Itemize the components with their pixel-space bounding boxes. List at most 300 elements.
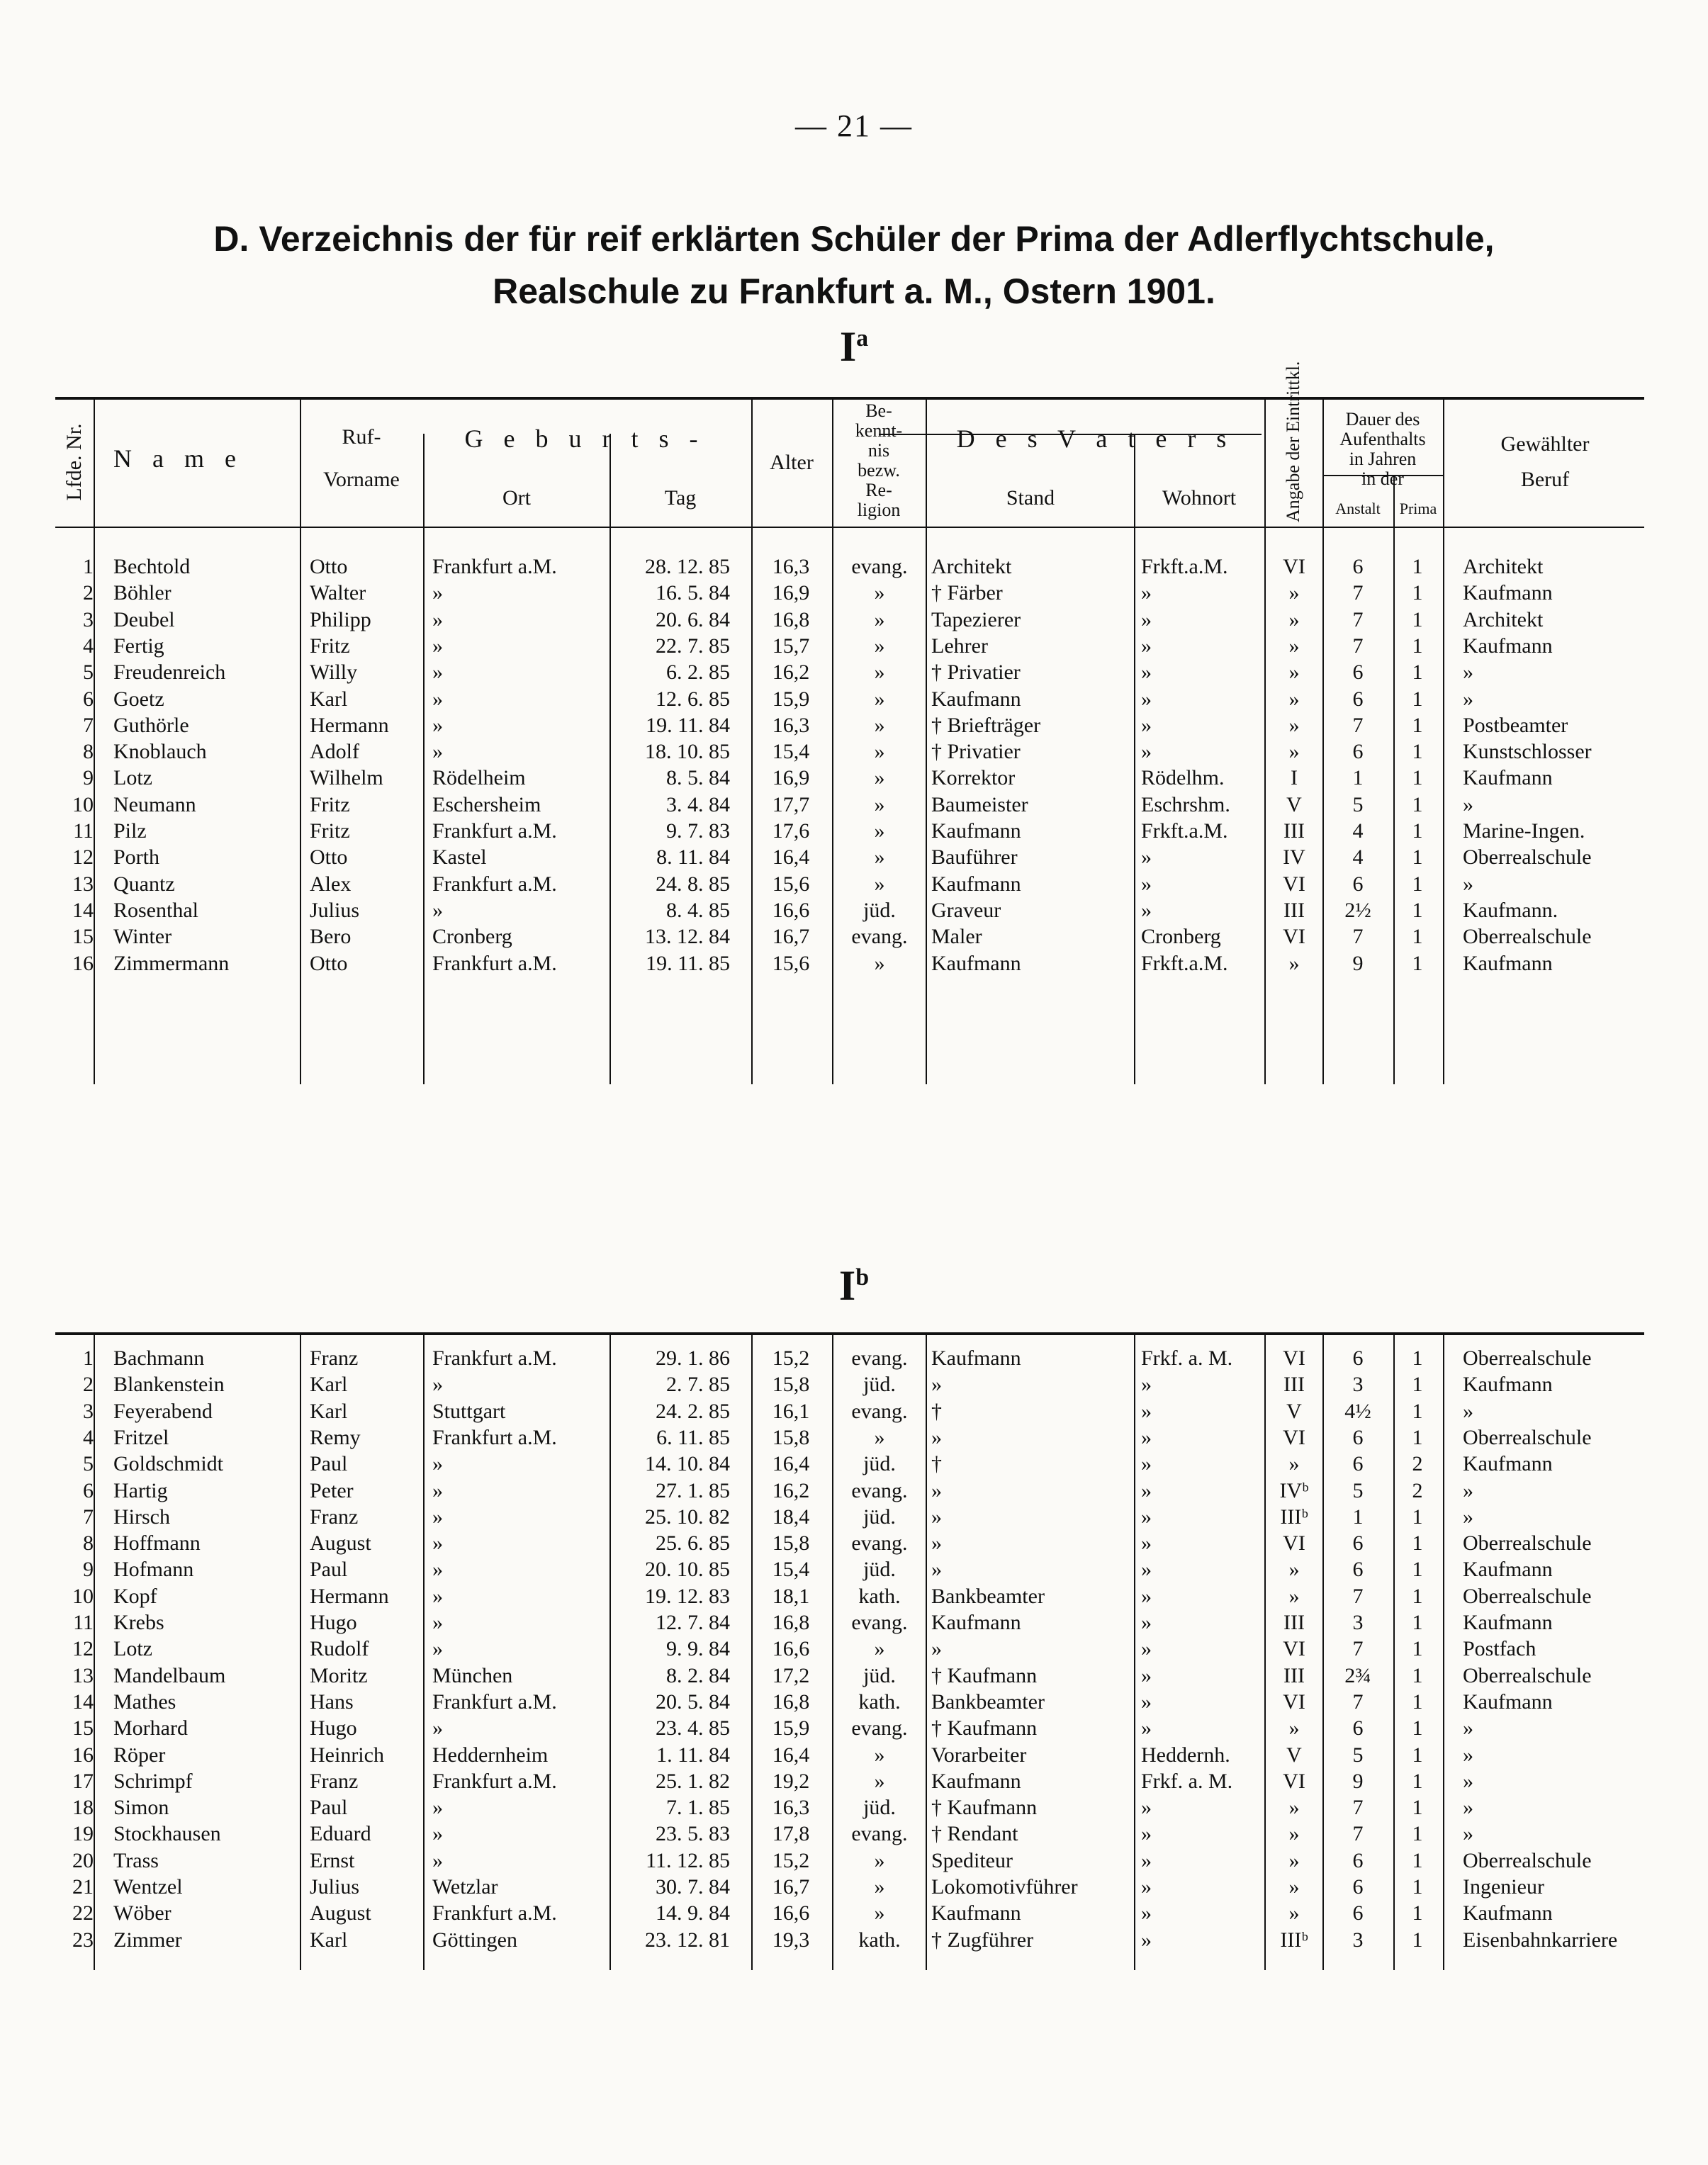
religion: evang. xyxy=(851,1531,908,1556)
entry-class: » xyxy=(1288,634,1300,658)
father-residence: » xyxy=(1141,1689,1152,1714)
entry-class: III xyxy=(1283,1663,1305,1687)
entry-class: VI xyxy=(1283,872,1305,896)
years-prima: 1 xyxy=(1412,819,1423,843)
age: 15,9 xyxy=(772,1716,810,1741)
header-religion-4: bezw. xyxy=(858,460,900,480)
entry-class: » xyxy=(1288,1822,1300,1846)
birth-place: » xyxy=(432,1505,443,1529)
birth-place: » xyxy=(432,1584,443,1608)
birth-place: » xyxy=(432,898,443,922)
entry-class: I xyxy=(1291,766,1298,790)
first-name: Paul xyxy=(310,1796,348,1820)
father-residence: Rödelhm. xyxy=(1141,766,1225,790)
father-residence: » xyxy=(1141,872,1152,896)
years-school: 7 xyxy=(1352,925,1364,949)
age: 16,8 xyxy=(772,1611,810,1634)
religion: evang. xyxy=(851,1478,908,1502)
student-name: Neumann xyxy=(113,792,196,816)
age: 17,8 xyxy=(772,1822,810,1846)
religion: kath. xyxy=(858,1584,901,1608)
table-row xyxy=(0,872,1708,899)
entry-class: » xyxy=(1288,1716,1300,1741)
table-a-top-rule xyxy=(55,397,1644,400)
age: 16,6 xyxy=(772,898,810,922)
table-row xyxy=(0,740,1708,767)
row-number: 17 xyxy=(72,1769,94,1793)
age: 15,8 xyxy=(772,1531,810,1556)
chosen-profession: Kaufmann xyxy=(1463,1452,1553,1476)
father-occupation: » xyxy=(931,1637,942,1661)
row-number: 10 xyxy=(72,1584,94,1608)
row-number: 16 xyxy=(72,1743,94,1767)
table-row xyxy=(0,1664,1708,1691)
entry-class: » xyxy=(1288,607,1300,631)
row-number: 3 xyxy=(83,607,94,631)
first-name: Adolf xyxy=(310,740,359,764)
birth-date: 23. 4. 85 xyxy=(656,1716,730,1741)
row-number: 18 xyxy=(72,1796,94,1820)
entry-class: VI xyxy=(1283,555,1305,578)
chosen-profession: Eisenbahnkarriere xyxy=(1463,1928,1618,1952)
father-occupation: » xyxy=(931,1425,942,1449)
father-residence: Heddernh. xyxy=(1141,1743,1230,1767)
birth-place: » xyxy=(432,1531,443,1556)
first-name: Ernst xyxy=(310,1848,355,1872)
age: 15,7 xyxy=(772,634,810,658)
first-name: Fritz xyxy=(310,792,350,816)
student-name: Winter xyxy=(113,925,172,949)
entry-class: » xyxy=(1288,740,1300,764)
birth-date: 27. 1. 85 xyxy=(656,1478,730,1502)
first-name: Franz xyxy=(310,1346,359,1370)
birth-date: 25. 10. 82 xyxy=(645,1505,730,1529)
birth-date: 9. 9. 84 xyxy=(666,1637,730,1661)
row-number: 11 xyxy=(73,819,94,843)
birth-date: 19. 11. 84 xyxy=(646,713,730,737)
header-stand: Stand xyxy=(1006,486,1055,510)
entry-class: III xyxy=(1283,1611,1305,1634)
years-school: 6 xyxy=(1352,740,1364,764)
entry-class: III xyxy=(1283,898,1305,922)
birth-place: Frankfurt a.M. xyxy=(432,951,557,975)
birth-place: Heddernheim xyxy=(432,1743,549,1767)
entry-class: » xyxy=(1288,660,1300,685)
table-row xyxy=(0,1875,1708,1902)
student-name: Stockhausen xyxy=(113,1822,221,1846)
row-number: 15 xyxy=(72,1716,94,1741)
first-name: Hermann xyxy=(310,713,389,737)
student-name: Rosenthal xyxy=(113,898,198,922)
student-name: Pilz xyxy=(113,819,147,843)
years-school: 2½ xyxy=(1344,898,1371,922)
header-anstalt: Anstalt xyxy=(1335,500,1381,517)
birth-date: 2. 7. 85 xyxy=(666,1373,730,1397)
birth-date: 29. 1. 86 xyxy=(656,1346,730,1370)
father-residence: Frkft.a.M. xyxy=(1141,819,1228,843)
years-prima: 1 xyxy=(1412,792,1423,816)
first-name: Wilhelm xyxy=(310,766,383,790)
age: 16,7 xyxy=(772,1875,810,1899)
years-school: 6 xyxy=(1352,1875,1364,1899)
header-name: N a m e xyxy=(113,444,243,473)
entry-class: VI xyxy=(1283,1769,1305,1793)
first-name: Bero xyxy=(310,925,352,949)
table-row xyxy=(0,1531,1708,1558)
student-name: Kopf xyxy=(113,1584,157,1608)
student-name: Deubel xyxy=(113,607,175,631)
entry-class: IVᵇ xyxy=(1279,1478,1309,1502)
table-row xyxy=(0,687,1708,714)
header-religion xyxy=(833,401,924,520)
section-b-heading xyxy=(0,1261,1708,1310)
years-prima: 1 xyxy=(1412,1425,1423,1449)
years-school: 7 xyxy=(1352,1637,1364,1661)
student-name: Mandelbaum xyxy=(113,1663,226,1687)
religion: evang. xyxy=(851,1822,908,1846)
chosen-profession: » xyxy=(1463,792,1473,816)
header-nr: Lfde. Nr. xyxy=(62,423,86,501)
years-school: 5 xyxy=(1352,1478,1364,1502)
birth-date: 24. 2. 85 xyxy=(656,1399,730,1423)
father-residence: » xyxy=(1141,1505,1152,1529)
years-prima: 1 xyxy=(1412,607,1423,631)
age: 15,2 xyxy=(772,1848,810,1872)
birth-place: Frankfurt a.M. xyxy=(432,819,557,843)
header-rufvorname-1: Ruf- xyxy=(342,425,381,449)
religion: » xyxy=(874,1769,885,1793)
chosen-profession: Oberrealschule xyxy=(1463,1663,1592,1687)
table-row xyxy=(0,766,1708,793)
father-residence: » xyxy=(1141,1478,1152,1502)
father-occupation: Baumeister xyxy=(931,792,1028,816)
years-prima: 1 xyxy=(1412,1743,1423,1767)
header-alter: Alter xyxy=(770,451,814,474)
age: 17,7 xyxy=(772,792,810,816)
chosen-profession: Kaufmann xyxy=(1463,634,1553,658)
birth-place: » xyxy=(432,634,443,658)
chosen-profession: Kaufmann xyxy=(1463,1611,1553,1634)
row-number: 1 xyxy=(83,555,94,578)
father-residence: Frkf. a. M. xyxy=(1141,1346,1233,1370)
first-name: August xyxy=(310,1901,371,1925)
birth-place: Frankfurt a.M. xyxy=(432,1346,557,1370)
birth-place: » xyxy=(432,687,443,711)
years-school: 6 xyxy=(1352,555,1364,578)
table-row xyxy=(0,1558,1708,1585)
first-name: Paul xyxy=(310,1558,348,1582)
table-a-header-rule xyxy=(55,527,1644,528)
religion: » xyxy=(874,845,885,870)
entry-class: IV xyxy=(1283,845,1305,870)
years-school: 7 xyxy=(1352,1796,1364,1820)
first-name: Moritz xyxy=(310,1663,368,1687)
birth-place: Cronberg xyxy=(432,925,512,949)
years-prima: 2 xyxy=(1412,1478,1423,1502)
father-occupation: Maler xyxy=(931,925,982,949)
birth-place: » xyxy=(432,1452,443,1476)
age: 16,9 xyxy=(772,766,810,790)
religion: » xyxy=(874,872,885,896)
student-name: Morhard xyxy=(113,1716,188,1741)
birth-place: München xyxy=(432,1663,513,1687)
years-school: 7 xyxy=(1352,1822,1364,1846)
age: 17,6 xyxy=(772,819,810,843)
chosen-profession: » xyxy=(1463,1505,1473,1529)
father-residence: » xyxy=(1141,660,1152,685)
entry-class: » xyxy=(1288,1875,1300,1899)
chosen-profession: Kunstschlosser xyxy=(1463,740,1592,764)
chosen-profession: Kaufmann xyxy=(1463,1373,1553,1397)
religion: jüd. xyxy=(863,1796,896,1820)
years-school: 3 xyxy=(1352,1373,1364,1397)
age: 16,3 xyxy=(772,555,810,578)
years-prima: 1 xyxy=(1412,713,1423,737)
age: 15,8 xyxy=(772,1425,810,1449)
birth-place: Göttingen xyxy=(432,1928,517,1952)
student-name: Trass xyxy=(113,1848,159,1872)
chosen-profession: » xyxy=(1463,687,1473,711)
years-school: 7 xyxy=(1352,581,1364,605)
table-row xyxy=(0,1637,1708,1664)
chosen-profession: » xyxy=(1463,660,1473,685)
age: 19,3 xyxy=(772,1928,810,1952)
row-number: 9 xyxy=(83,1558,94,1582)
student-name: Porth xyxy=(113,845,160,870)
title-line-2: Realschule zu Frankfurt a. M., Ostern 1901. xyxy=(493,271,1215,311)
first-name: Eduard xyxy=(310,1822,371,1846)
age: 16,4 xyxy=(772,1452,810,1476)
entry-class: » xyxy=(1288,1901,1300,1925)
birth-place: » xyxy=(432,713,443,737)
entry-class: VI xyxy=(1283,925,1305,949)
years-prima: 1 xyxy=(1412,1848,1423,1872)
header-religion-3: nis xyxy=(867,440,890,461)
religion: » xyxy=(874,607,885,631)
age: 15,4 xyxy=(772,740,810,764)
birth-date: 8. 5. 84 xyxy=(666,766,730,790)
years-school: 6 xyxy=(1352,1531,1364,1556)
religion: » xyxy=(874,951,885,975)
father-residence: » xyxy=(1141,1796,1152,1820)
age: 18,1 xyxy=(772,1584,810,1608)
entry-class: » xyxy=(1288,713,1300,737)
religion: » xyxy=(874,1425,885,1449)
chosen-profession: Kaufmann xyxy=(1463,951,1553,975)
religion: » xyxy=(874,819,885,843)
years-prima: 1 xyxy=(1412,687,1423,711)
years-prima: 1 xyxy=(1412,660,1423,685)
chosen-profession: Kaufmann xyxy=(1463,766,1553,790)
table-row xyxy=(0,952,1708,979)
father-occupation: † Rendant xyxy=(931,1822,1018,1846)
entry-class: » xyxy=(1288,1584,1300,1608)
first-name: Remy xyxy=(310,1425,361,1449)
row-number: 11 xyxy=(73,1611,94,1634)
first-name: Otto xyxy=(310,555,348,578)
birth-place: Frankfurt a.M. xyxy=(432,1901,557,1925)
years-prima: 1 xyxy=(1412,1373,1423,1397)
birth-place: Frankfurt a.M. xyxy=(432,1689,557,1714)
years-prima: 1 xyxy=(1412,925,1423,949)
first-name: Karl xyxy=(310,1928,348,1952)
section-a-heading-text: I xyxy=(839,323,857,370)
years-prima: 1 xyxy=(1412,1346,1423,1370)
birth-date: 7. 1. 85 xyxy=(666,1796,730,1820)
first-name: Hermann xyxy=(310,1584,389,1608)
age: 15,6 xyxy=(772,872,810,896)
father-occupation: » xyxy=(931,1478,942,1502)
years-prima: 1 xyxy=(1412,898,1423,922)
birth-place: Wetzlar xyxy=(432,1875,498,1899)
birth-date: 3. 4. 84 xyxy=(666,792,730,816)
father-occupation: † xyxy=(931,1452,942,1476)
entry-class: VI xyxy=(1283,1346,1305,1370)
father-occupation: † Briefträger xyxy=(931,713,1041,737)
religion: jüd. xyxy=(863,1558,896,1582)
religion: evang. xyxy=(851,1399,908,1423)
table-row xyxy=(0,1585,1708,1612)
age: 16,4 xyxy=(772,845,810,870)
chosen-profession: » xyxy=(1463,1769,1473,1793)
table-row xyxy=(0,1373,1708,1400)
row-number: 23 xyxy=(72,1928,94,1952)
father-residence: » xyxy=(1141,581,1152,605)
father-residence: » xyxy=(1141,1373,1152,1397)
religion: jüd. xyxy=(863,1373,896,1397)
father-residence: » xyxy=(1141,1901,1152,1925)
table-row xyxy=(0,1822,1708,1849)
birth-date: 12. 6. 85 xyxy=(656,687,730,711)
age: 16,4 xyxy=(772,1743,810,1767)
birth-place: » xyxy=(432,1716,443,1741)
chosen-profession: Oberrealschule xyxy=(1463,1346,1592,1370)
table-row xyxy=(0,1743,1708,1770)
birth-date: 9. 7. 83 xyxy=(666,819,730,843)
entry-class: III xyxy=(1283,819,1305,843)
first-name: Franz xyxy=(310,1769,359,1793)
age: 16,6 xyxy=(772,1901,810,1925)
birth-date: 20. 10. 85 xyxy=(645,1558,730,1582)
father-occupation: † Privatier xyxy=(931,660,1021,685)
father-residence: » xyxy=(1141,1822,1152,1846)
page-number: — 21 — xyxy=(795,108,913,143)
birth-date: 28. 12. 85 xyxy=(645,555,730,578)
age: 19,2 xyxy=(772,1769,810,1793)
age: 15,6 xyxy=(772,951,810,975)
father-occupation: Korrektor xyxy=(931,766,1016,790)
first-name: Philipp xyxy=(310,607,371,631)
table-row xyxy=(0,608,1708,635)
years-prima: 1 xyxy=(1412,634,1423,658)
entry-class: V xyxy=(1286,792,1302,816)
father-occupation: † Kaufmann xyxy=(931,1716,1038,1741)
birth-date: 20. 6. 84 xyxy=(656,607,730,631)
first-name: Karl xyxy=(310,1373,348,1397)
years-school: 6 xyxy=(1352,872,1364,896)
birth-place: Kastel xyxy=(432,845,487,870)
years-school: 4 xyxy=(1352,845,1364,870)
entry-class: » xyxy=(1288,1558,1300,1582)
row-number: 12 xyxy=(72,1637,94,1661)
chosen-profession: » xyxy=(1463,1716,1473,1741)
chosen-profession: Architekt xyxy=(1463,555,1544,578)
birth-place: » xyxy=(432,607,443,631)
years-school: 4 xyxy=(1352,819,1364,843)
father-residence: » xyxy=(1141,1716,1152,1741)
row-number: 9 xyxy=(83,766,94,790)
row-number: 14 xyxy=(72,898,94,922)
years-prima: 1 xyxy=(1412,1769,1423,1793)
religion: » xyxy=(874,634,885,658)
religion: » xyxy=(874,1637,885,1661)
student-name: Guthörle xyxy=(113,713,189,737)
header-dauer-1: Dauer des xyxy=(1345,409,1420,429)
row-number: 5 xyxy=(83,1452,94,1476)
chosen-profession: » xyxy=(1463,1822,1473,1846)
years-prima: 1 xyxy=(1412,740,1423,764)
student-name: Röper xyxy=(113,1743,166,1767)
years-school: 6 xyxy=(1352,660,1364,685)
religion: » xyxy=(874,1901,885,1925)
birth-date: 11. 12. 85 xyxy=(646,1848,730,1872)
chosen-profession: Marine-Ingen. xyxy=(1463,819,1585,843)
entry-class: IIIᵇ xyxy=(1280,1928,1308,1952)
age: 16,8 xyxy=(772,1689,810,1714)
table-row xyxy=(0,925,1708,952)
religion: evang. xyxy=(851,1716,908,1741)
row-number: 13 xyxy=(72,1663,94,1687)
birth-place: » xyxy=(432,1822,443,1846)
age: 15,4 xyxy=(772,1558,810,1582)
birth-place: » xyxy=(432,1558,443,1582)
row-number: 6 xyxy=(83,687,94,711)
section-a-heading-sup: a xyxy=(856,325,869,352)
table-b-top-rule xyxy=(55,1332,1644,1335)
chosen-profession: Oberrealschule xyxy=(1463,1425,1592,1449)
first-name: Franz xyxy=(310,1505,359,1529)
birth-date: 30. 7. 84 xyxy=(656,1875,730,1899)
years-school: 3 xyxy=(1352,1611,1364,1634)
birth-date: 23. 5. 83 xyxy=(656,1822,730,1846)
religion: evang. xyxy=(851,1611,908,1634)
birth-date: 6. 2. 85 xyxy=(666,660,730,685)
table-row xyxy=(0,1849,1708,1876)
father-occupation: † Zugführer xyxy=(931,1928,1034,1952)
row-number: 2 xyxy=(83,581,94,605)
father-occupation: » xyxy=(931,1373,942,1397)
student-name: Schrimpf xyxy=(113,1769,193,1793)
chosen-profession: » xyxy=(1463,1743,1473,1767)
years-prima: 1 xyxy=(1412,1399,1423,1423)
father-residence: » xyxy=(1141,1399,1152,1423)
row-number: 4 xyxy=(83,634,94,658)
row-number: 8 xyxy=(83,740,94,764)
father-occupation: » xyxy=(931,1531,942,1556)
birth-date: 25. 6. 85 xyxy=(656,1531,730,1556)
years-prima: 1 xyxy=(1412,1584,1423,1608)
father-residence: » xyxy=(1141,713,1152,737)
table-row xyxy=(0,1690,1708,1717)
entry-class: V xyxy=(1286,1743,1302,1767)
student-name: Zimmer xyxy=(113,1928,182,1952)
birth-date: 19. 11. 85 xyxy=(646,951,730,975)
religion: kath. xyxy=(858,1689,901,1714)
years-prima: 1 xyxy=(1412,845,1423,870)
years-prima: 1 xyxy=(1412,1822,1423,1846)
years-school: 1 xyxy=(1352,1505,1364,1529)
years-school: 7 xyxy=(1352,713,1364,737)
